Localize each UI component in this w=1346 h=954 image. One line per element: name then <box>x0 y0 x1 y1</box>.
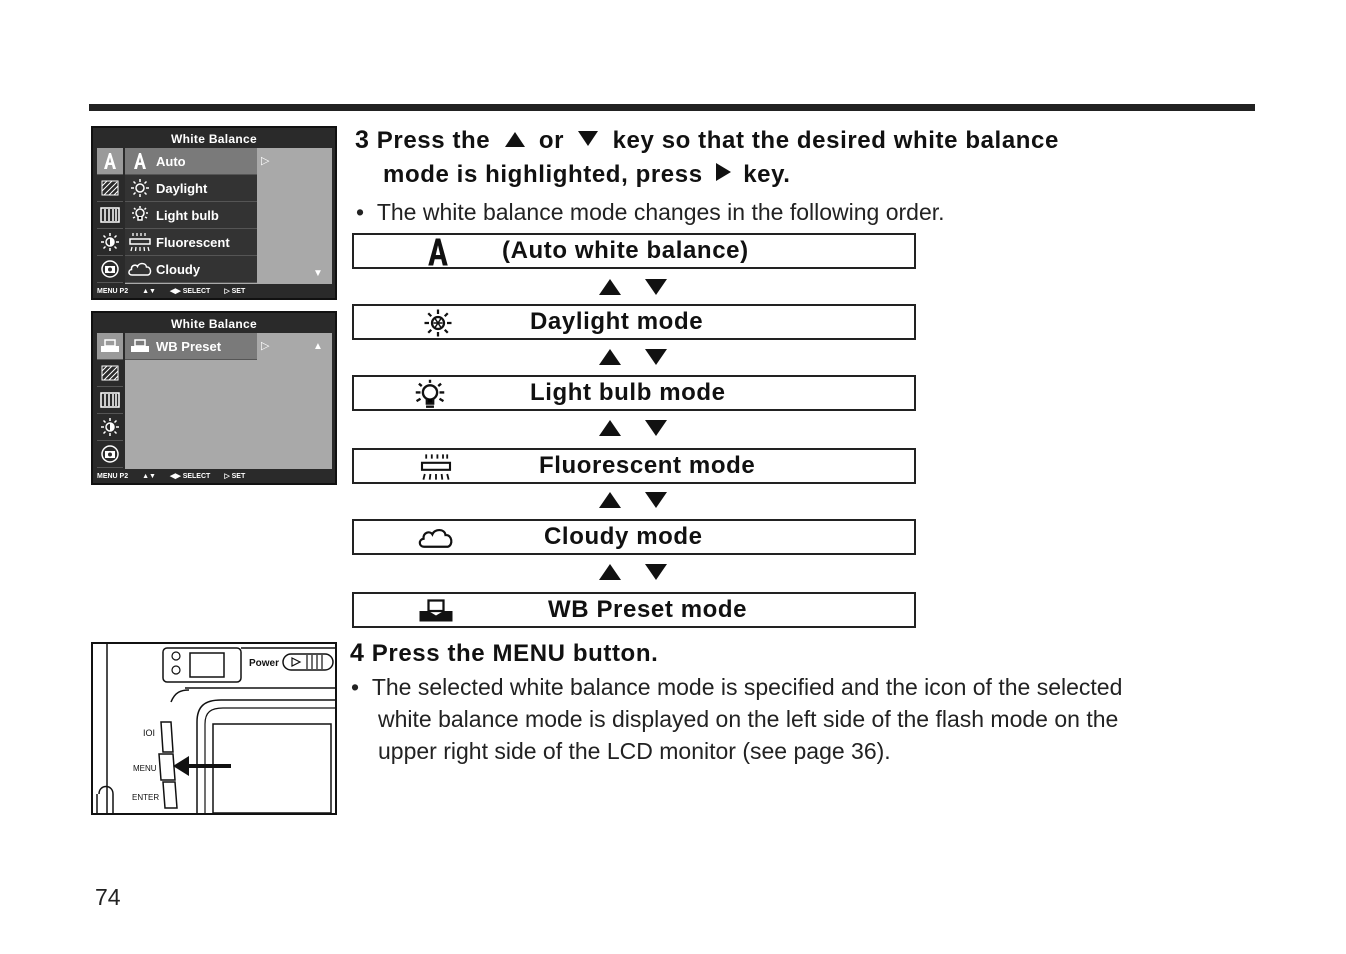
down-arrow-icon <box>644 491 668 509</box>
step3-text: key so that the desired white balance <box>612 127 1059 154</box>
footer-set: ▷ SET <box>224 288 246 295</box>
step3-text: or <box>538 127 565 154</box>
up-arrow-icon <box>598 563 622 581</box>
lcd-footer <box>97 470 331 482</box>
cloud-icon <box>416 524 456 552</box>
step3-bullet <box>356 196 945 228</box>
power-switch-label: Power <box>249 658 280 669</box>
lcd-option-fluorescent[interactable] <box>125 229 257 256</box>
step3-heading-line2 <box>383 161 791 189</box>
up-arrow-icon <box>598 278 622 296</box>
lcd-option-wb-preset[interactable] <box>125 333 257 360</box>
auto-a-icon <box>127 152 153 170</box>
right-arrow-icon: ▷ <box>261 340 270 352</box>
lcd-white-balance-menu <box>91 126 337 300</box>
order-arrows <box>598 278 668 298</box>
mode-box-light-bulb <box>352 375 916 411</box>
mode-label: WB Preset mode <box>548 596 748 623</box>
scroll-up-icon: ▲ <box>313 341 323 352</box>
step3-text: Press the <box>376 127 491 154</box>
camera-drawing <box>93 644 335 813</box>
lcd-left-tabs <box>97 148 123 284</box>
mode-box-daylight <box>352 304 916 340</box>
lcd-footer <box>97 285 331 297</box>
footer-select: ◀▶ SELECT <box>169 473 211 480</box>
step4-bullet-text: The selected white balance mode is specified and the icon of the selected <box>371 674 1123 700</box>
lcd-option-cloudy[interactable] <box>125 256 257 283</box>
mode-label: Fluorescent mode <box>539 452 756 479</box>
mode-box-auto <box>352 233 916 269</box>
step3-text: key. <box>743 161 791 188</box>
lcd-title: White Balance <box>171 132 257 146</box>
down-arrow-icon <box>577 130 599 148</box>
scroll-down-icon: ▼ <box>313 268 323 279</box>
mode-label: (Auto white balance) <box>502 237 749 264</box>
tungsten-icon <box>97 387 123 414</box>
page-number: 74 <box>95 884 121 910</box>
step4-bullet-text: upper right side of the LCD monitor (see page 36). <box>378 738 891 764</box>
wb-preset-icon <box>127 339 153 353</box>
mode-label: Light bulb mode <box>530 379 726 406</box>
right-arrow-icon <box>714 162 732 182</box>
sun-icon <box>418 309 458 337</box>
camera-back-illustration <box>91 642 337 815</box>
hatch-icon <box>97 360 123 387</box>
enter-button-label: ENTER <box>132 793 160 802</box>
footer-menu: MENU P2 <box>97 472 129 480</box>
mode-box-fluorescent <box>352 448 916 484</box>
up-arrow-icon <box>598 491 622 509</box>
step3-bullet-text: The white balance mode changes in the following order. <box>376 199 945 225</box>
step4-heading <box>350 639 658 668</box>
lcd-option-daylight[interactable] <box>125 175 257 202</box>
lcd-left-tabs <box>97 333 123 469</box>
bulb-icon <box>127 205 153 225</box>
mode-label: Cloudy mode <box>544 523 703 550</box>
footer-updown: ▲▼ <box>142 472 156 480</box>
step3-heading-line1 <box>355 126 1059 155</box>
step4-text: Press the MENU button. <box>371 640 659 667</box>
mode-box-cloudy <box>352 519 916 555</box>
lcd-option-light-bulb[interactable] <box>125 202 257 229</box>
bullet-dot: • <box>356 199 377 225</box>
up-arrow-icon <box>504 130 526 148</box>
bulb-icon <box>410 380 450 408</box>
lcd-option-label: WB Preset <box>156 338 222 354</box>
hatch-icon <box>97 175 123 202</box>
order-arrows <box>598 563 668 583</box>
footer-set: ▷ SET <box>224 473 246 480</box>
tungsten-icon <box>97 202 123 229</box>
lcd-title: White Balance <box>171 317 257 331</box>
step4-bullet-text: white balance mode is displayed on the left side of the flash mode on the <box>378 706 1119 732</box>
order-arrows <box>598 491 668 511</box>
right-arrow-icon: ▷ <box>261 155 270 167</box>
bullet-dot: • <box>351 674 372 700</box>
down-arrow-icon <box>644 278 668 296</box>
lcd-option-list <box>125 333 257 360</box>
down-arrow-icon <box>644 563 668 581</box>
step3-text: mode is highlighted, press <box>383 161 703 188</box>
footer-updown: ▲▼ <box>142 287 156 295</box>
step-number: 3 <box>355 126 370 154</box>
down-arrow-icon <box>644 419 668 437</box>
camera-setup-icon <box>97 256 123 283</box>
step-number: 4 <box>350 639 365 667</box>
lcd-wb-preset-menu <box>91 311 337 485</box>
lcd-option-label: Cloudy <box>156 261 201 277</box>
brightness-icon <box>97 229 123 256</box>
mode-label: Daylight mode <box>530 308 704 335</box>
up-arrow-icon <box>598 348 622 366</box>
lcd-option-label: Daylight <box>156 180 208 196</box>
auto-a-icon <box>418 238 458 266</box>
header-rule <box>89 104 1255 111</box>
wb-preset-icon <box>416 597 456 625</box>
auto-a-icon <box>97 148 123 175</box>
menu-button-label: MENU <box>133 764 157 773</box>
step4-bullet <box>351 671 1122 767</box>
lcd-option-list <box>125 148 257 283</box>
order-arrows <box>598 419 668 439</box>
order-arrows <box>598 348 668 368</box>
lcd-option-label: Auto <box>156 153 186 169</box>
lcd-option-label: Light bulb <box>156 207 219 223</box>
footer-select: ◀▶ SELECT <box>169 288 211 295</box>
lcd-option-auto[interactable] <box>125 148 257 175</box>
fluorescent-icon <box>416 453 456 481</box>
cloud-icon <box>127 261 153 277</box>
lcd-option-label: Fluorescent <box>156 234 230 250</box>
camera-setup-icon <box>97 441 123 468</box>
up-arrow-icon <box>598 419 622 437</box>
brightness-icon <box>97 414 123 441</box>
footer-menu: MENU P2 <box>97 287 129 295</box>
sun-icon <box>127 178 153 198</box>
down-arrow-icon <box>644 348 668 366</box>
fluorescent-icon <box>127 232 153 252</box>
wb-preset-icon <box>97 333 123 360</box>
mode-box-wb-preset <box>352 592 916 628</box>
display-button-label: IOI <box>143 728 156 738</box>
